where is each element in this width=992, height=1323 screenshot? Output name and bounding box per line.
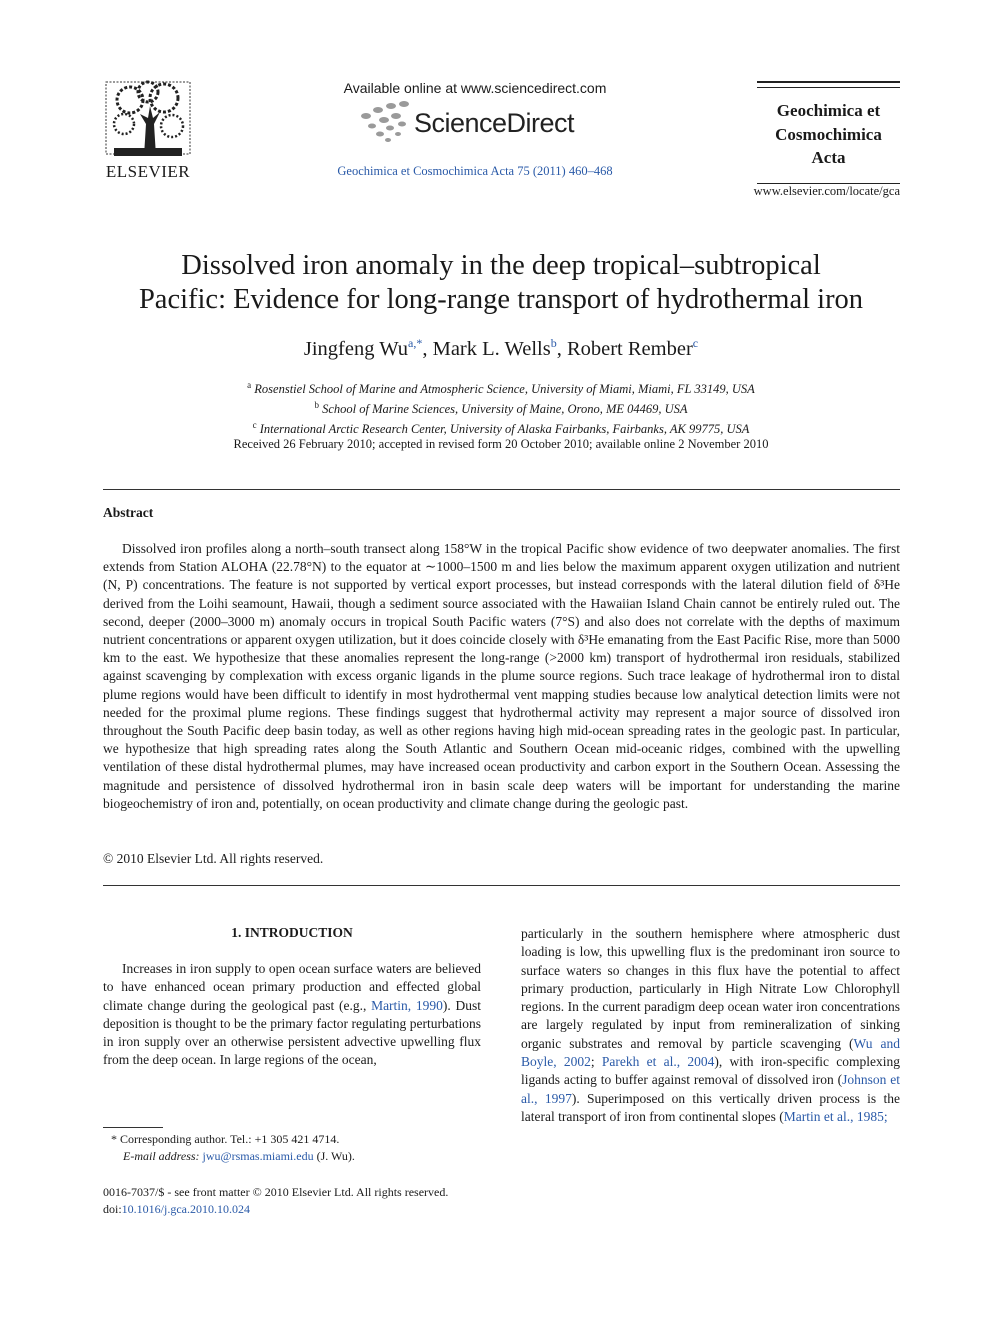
doi-line: [103, 1201, 448, 1218]
body-text: ), with iron-specific complexing ligands acting to buffer against removal of dissolved iron (: [521, 1054, 900, 1088]
abstract-text: Dissolved iron profiles along a north–south transect along 158°W in the tropical Pacific show evidence of two deepwater anomalies. The first extends from Station ALOHA (22.78°N) to the equator at ∼1000–1500 m and lies below the maximum apparent oxygen utilization and nutrient (N, P) concentrations. The feature is not supported by vertical export processes, but instead corresponds with the lateral dilution field of δ³He derived from the Loihi seamount, Hawaii, though a sediment source associated with the Hawaiian Island Chain cannot be entirely ruled out. The second, deeper (2000–3000 m) anomaly occurs in tropical South Pacific waters (7°S) and also does not correlate with the depths of maximum nutrient concentrations or apparent oxygen utilization, but it does coincide closely with δ³He emanating from the East Pacific Rise, more than 5000 km to the east. We hypothesize that these anomalies represent the long-range (>2000 km) transport of hydrothermal iron residuals, stabilized against scavenging by complexation with excess organic ligands in the plume source regions. Such trace leakage of hydrothermal iron to distal plume regions would have been difficult to identify in most hydrothermal vent mapping studies because low analytical detection limits were not needed for the proximal plume regions. These findings suggest that hydrothermal activity may represent a major source of dissolved iron throughout the South Pacific deep basin today, as well as other regions having high mid-ocean spreading rates in the geologic past. In particular, we hypothesize that high spreading rates along the South Atlantic and Southern Ocean mid-oceanic ridges, combined with the upwelling ventilation of these distal hydrothermal plumes, may have increased ocean productivity and carbon export in the Southern Ocean. Assessing the magnitude and persistence of dissolved hydrothermal iron in basin scale deep waters will be important for understanding the marine biogeochemistry of iron and, potentially, on ocean productivity and climate change during the geologic past.: [103, 541, 900, 811]
journal-name: [757, 99, 900, 170]
doi-prefix: doi:: [103, 1201, 122, 1216]
body-column-right: [521, 925, 900, 1126]
journal-title-box: [757, 81, 900, 184]
footnote-email: [103, 1148, 481, 1165]
author-affiliation-link[interactable]: c: [692, 336, 699, 350]
author-name: Jingfeng Wu: [303, 337, 409, 360]
email-label: E-mail address:: [123, 1149, 200, 1163]
journal-name-line: Geochimica et: [776, 101, 881, 120]
title-line: Pacific: Evidence for long-range transport of hydrothermal iron: [138, 284, 864, 315]
footnote-rule: [103, 1127, 163, 1128]
affiliation-text: Rosenstiel School of Marine and Atmospheric Science, University of Miami, Miami, FL 33149, USA: [254, 382, 755, 397]
title-line: Dissolved iron anomaly in the deep tropical–subtropical: [181, 250, 821, 281]
front-matter: [103, 1184, 448, 1217]
email-link[interactable]: jwu@rsmas.miami.edu: [202, 1149, 314, 1163]
author-separator: ,: [422, 337, 433, 360]
divider: [103, 885, 900, 886]
article-title: [100, 249, 902, 317]
body-text: ;: [590, 1054, 602, 1070]
citation-link[interactable]: Martin et al., 1985;: [783, 1108, 888, 1124]
citation-link[interactable]: Martin, 1990: [371, 997, 443, 1013]
citation-link[interactable]: Johnson et al., 1997: [521, 1072, 900, 1106]
author-separator: ,: [556, 337, 567, 360]
doi-link[interactable]: 10.1016/j.gca.2010.10.024: [121, 1201, 250, 1216]
body-column-left: [103, 960, 481, 1070]
available-online-text: Available online at www.sciencedirect.com: [343, 80, 607, 96]
body-text: Increases in iron supply to open ocean surface waters are believed to have enhanced ocean primary production and effected global climate change during the geological past (e.g.,: [103, 961, 481, 1013]
journal-citation[interactable]: Geochimica et Cosmochimica Acta 75 (2011) 460–468: [337, 164, 613, 178]
affiliation: [100, 397, 902, 417]
author-list: [100, 336, 902, 361]
affiliation: [100, 377, 902, 397]
body-text: ). Dust deposition is thought to be the primary factor regulating perturbations in iron supply over an otherwise persistent advective upwelling flux from the deep ocean. In large regions of the ocean,: [103, 997, 481, 1068]
author-name: Mark L. Wells: [432, 337, 551, 360]
body-text: ). Superimposed on this vertically driven process is the lateral transport of iron from continental slopes (: [521, 1090, 900, 1124]
corresponding-author-footnote: [103, 1131, 481, 1165]
journal-name-line: Acta: [811, 148, 846, 167]
journal-name-line: Cosmochimica: [775, 124, 882, 144]
affiliation-text: International Arctic Research Center, University of Alaska Fairbanks, Fairbanks, AK 99775, USA: [259, 422, 750, 437]
affiliation-text: School of Marine Sciences, University of Maine, Orono, ME 04469, USA: [322, 402, 688, 417]
journal-url[interactable]: www.elsevier.com/locate/gca: [753, 184, 900, 198]
author-name: Robert Rember: [566, 337, 693, 360]
affiliation-marker: b: [314, 400, 319, 411]
abstract-copyright: © 2010 Elsevier Ltd. All rights reserved.: [103, 851, 324, 866]
sciencedirect-wordmark: ScienceDirect: [414, 108, 575, 138]
affiliation-marker: c: [252, 420, 257, 431]
author-affiliation-link[interactable]: b: [550, 336, 557, 350]
affiliations: [100, 377, 902, 437]
email-suffix: (J. Wu).: [313, 1149, 355, 1163]
body-text: particularly in the southern hemisphere where atmospheric dust loading is low, this upwelling flux is the predominant iron source to surface waters so changes in this flux have the potential to affect primary production, particularly in High Nitrate Low Chlorophyll regions. In the current paradigm deep ocean water iron concentrations are largely regulated by input from remineralization of sinking organic substrates and removal by particle scavenging (: [521, 926, 900, 1051]
affiliation-marker: a: [247, 380, 252, 390]
author-affiliation-link[interactable]: a,*: [408, 336, 423, 350]
section-heading: 1. INTRODUCTION: [231, 925, 353, 940]
publisher-name: ELSEVIER: [105, 162, 191, 181]
divider: [103, 489, 900, 490]
journal-box-rule: [757, 87, 900, 88]
received-dates: Received 26 February 2010; accepted in revised form 20 October 2010; available online 2 November 2010: [233, 437, 769, 451]
front-matter-line: 0016-7037/$ - see front matter © 2010 Elsevier Ltd. All rights reserved.: [103, 1185, 449, 1199]
abstract-heading: Abstract: [103, 505, 154, 520]
citation-link[interactable]: Wu and Boyle, 2002: [521, 1035, 900, 1070]
footnote-tel: * Corresponding author. Tel.: +1 305 421 4714.: [111, 1132, 340, 1146]
citation-link[interactable]: Parekh et al., 2004: [601, 1054, 715, 1070]
affiliation: [100, 417, 902, 437]
